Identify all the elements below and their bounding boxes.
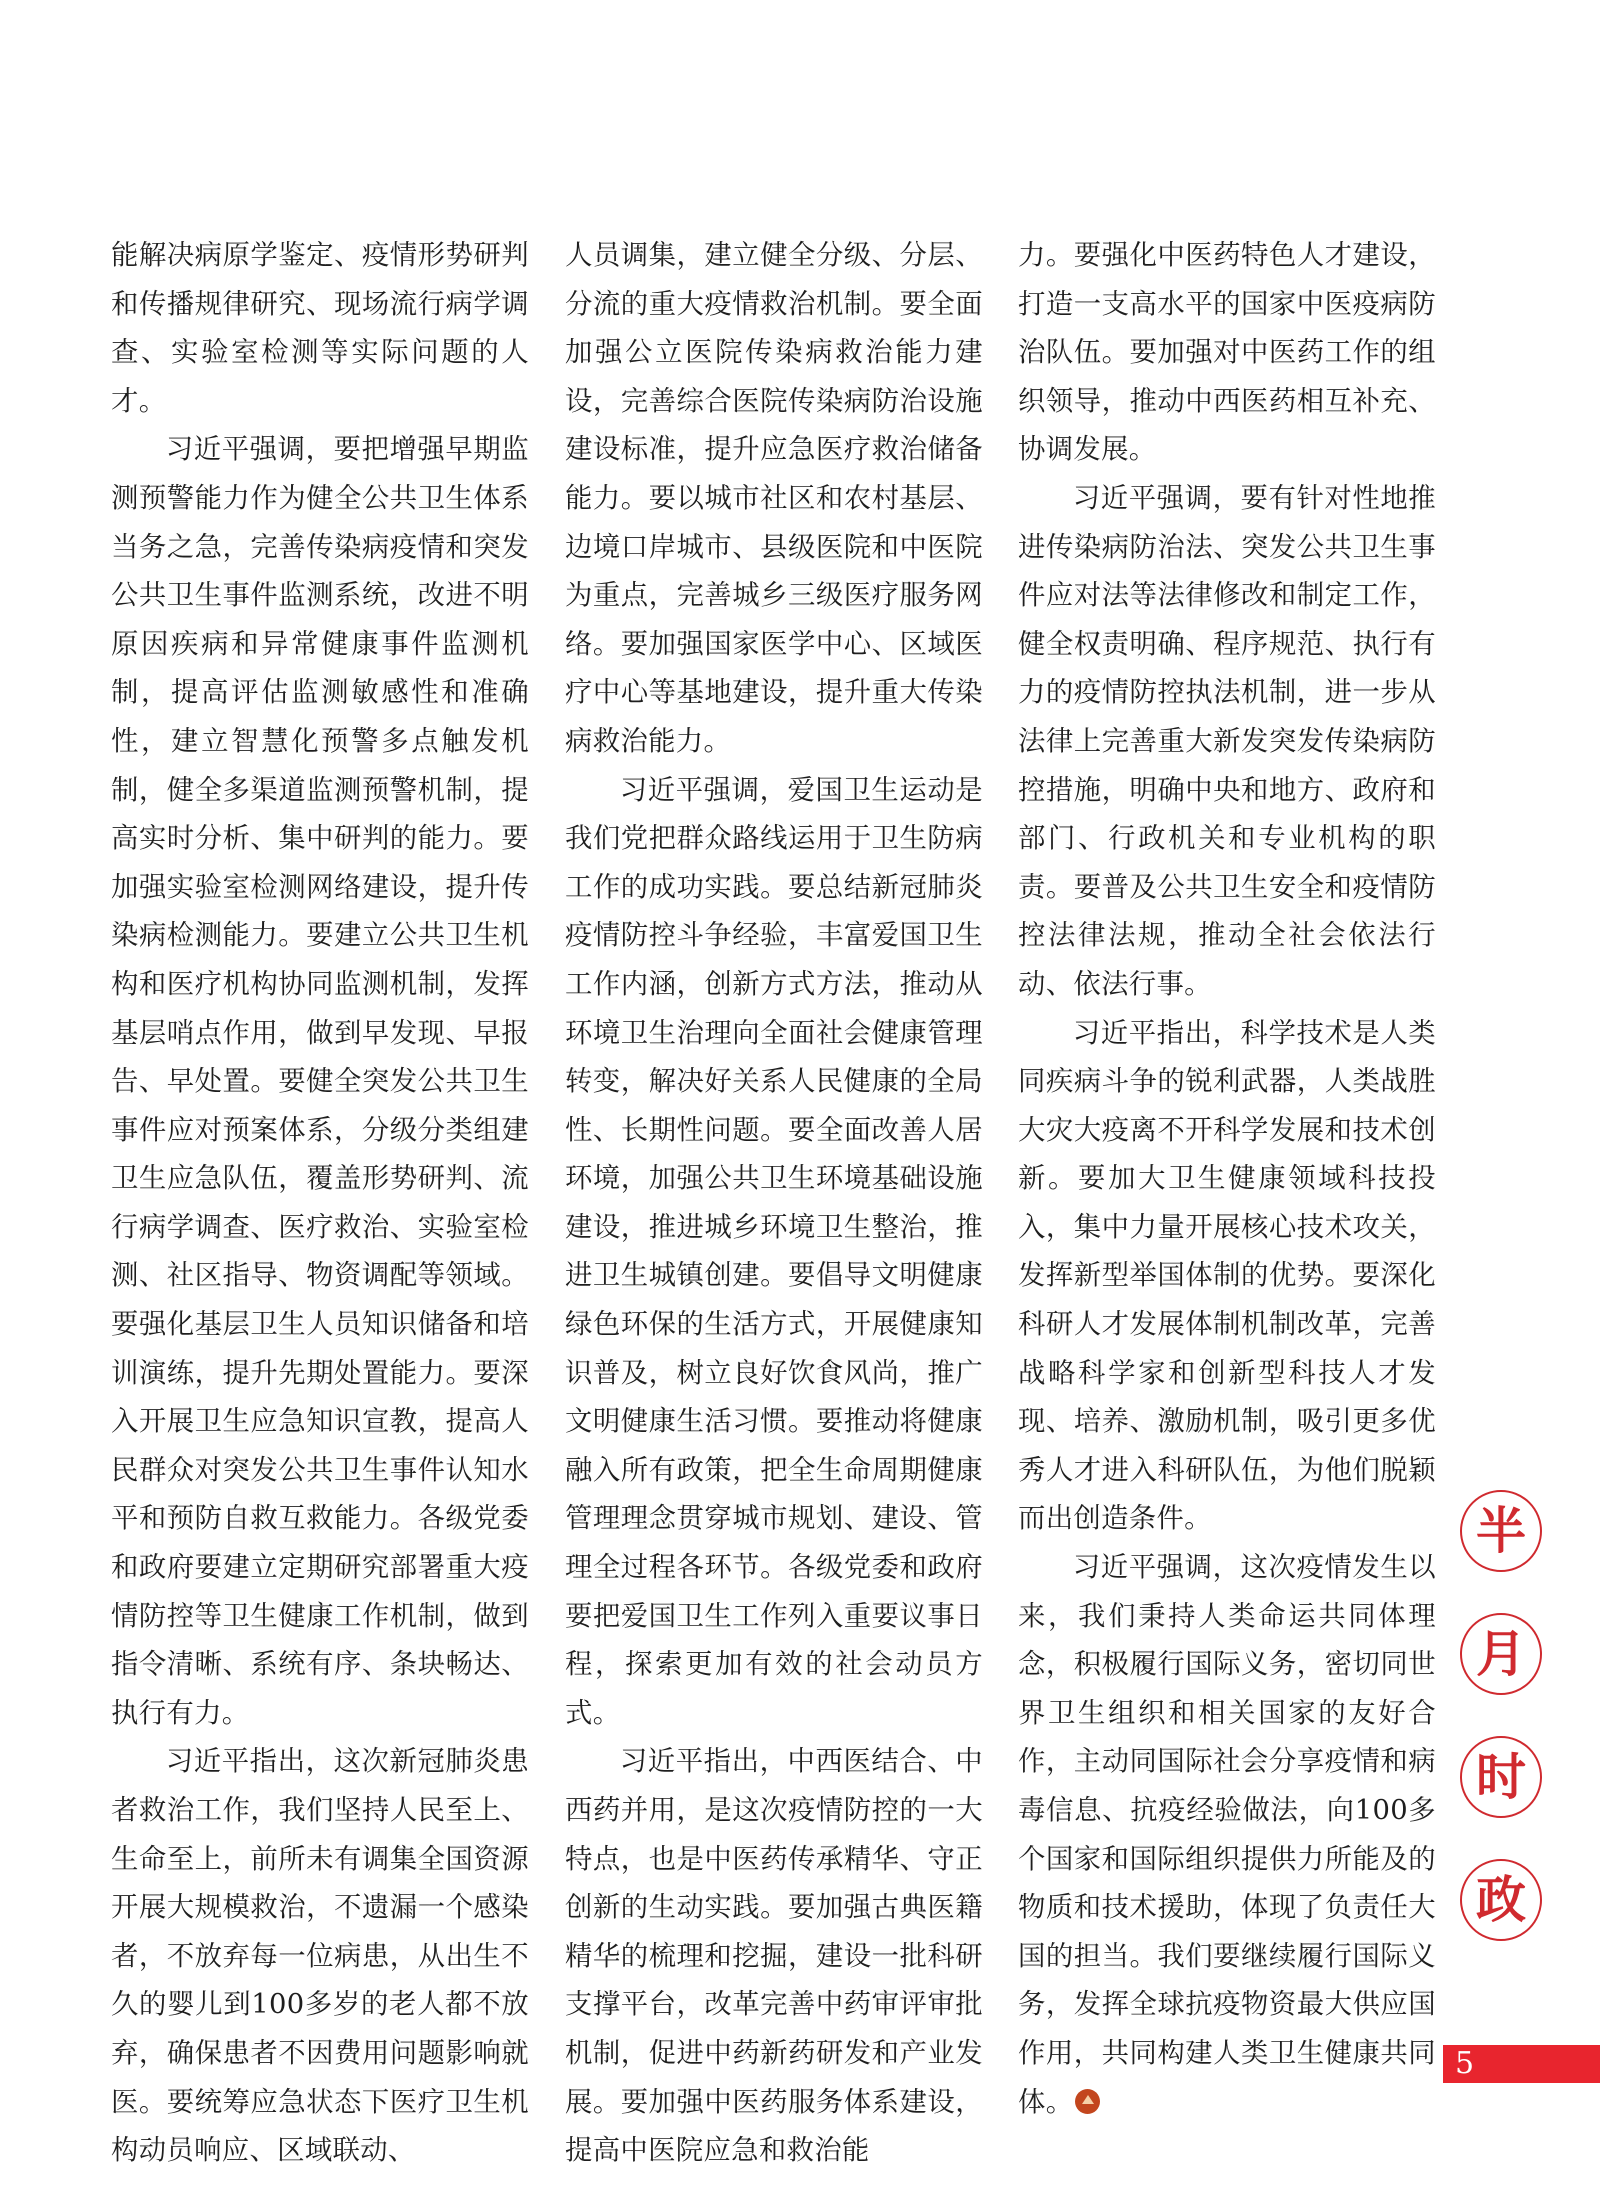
section-badges [1460, 1490, 1544, 1982]
paragraph-text: 习近平强调，这次疫情发生以来，我们秉持人类命运共同体理念，积极履行国际义务，密切同世界卫生组织和相关国家的友好合作，主动同国际社会分享疫情和病毒信息、抗疫经验做法，向100多个国家和国际组织提供力所能及的物质和技术援助，体现了负责任大国的担当。我们要继续履行国际义务，发挥全球抗疫物资最大供应国作用，共同构建人类卫生健康共同体。 [1018, 1552, 1436, 2118]
section-badge: 政 [1460, 1859, 1542, 1941]
paragraph-text: 习近平强调，爱国卫生运动是我们党把群众路线运用于卫生防病工作的成功实践。要总结新冠肺炎疫情防控斗争经验，丰富爱国卫生工作内涵，创新方式方法，推动从环境卫生治理向全面社会健康管理转变，解决好关系人民健康的全局性、长期性问题。要全面改善人居环境，加强公共卫生环境基础设施建设，推进城乡环境卫生整治，推进卫生城镇创建。要倡导文明健康绿色环保的生活方式，开展健康知识普及，树立良好饮食风尚，推广文明健康生活习惯。要推动将健康融入所有政策，把全生命周期健康管理理念贯穿城市规划、建设、管理全过程各环节。各级党委和政府要把爱国卫生工作列入重要议事日程，探索更加有效的社会动员方式。 [565, 774, 983, 1729]
section-badge: 时 [1460, 1736, 1542, 1818]
section-badge: 月 [1460, 1613, 1542, 1695]
paragraph [111, 232, 529, 426]
paragraph-text: 习近平指出，科学技术是人类同疾病斗争的锐利武器，人类战胜大灾大疫离不开科学发展和技术创新。要加大卫生健康领域科技投入，集中力量开展核心技术攻关，发挥新型举国体制的优势。要深化科研人才发展体制机制改革，完善战略科学家和创新型科技人才发现、培养、激励机制，吸引更多优秀人才进入科研队伍，为他们脱颖而出创造条件。 [1018, 1017, 1436, 1535]
section-badge: 半 [1460, 1490, 1542, 1572]
paragraph [111, 1738, 529, 2175]
paragraph-text: 习近平强调，要有针对性地推进传染病防治法、突发公共卫生事件应对法等法律修改和制定工作，健全权责明确、程序规范、执行有力的疫情防控执法机制，进一步从法律上完善重大新发突发传染病防控措施，明确中央和地方、政府和部门、行政机关和专业机构的职责。要普及公共卫生安全和疫情防控法律法规，推动全社会依法行动、依法行事。 [1018, 482, 1436, 1000]
paragraph [1018, 1010, 1436, 1545]
paragraph-text: 力。要强化中医药特色人才建设，打造一支高水平的国家中医疫病防治队伍。要加强对中医药工作的组织领导，推动中西医药相互补充、协调发展。 [1018, 240, 1436, 466]
text-column-1 [111, 232, 529, 2176]
paragraph-text: 习近平指出，这次新冠肺炎患者救治工作，我们坚持人民至上、生命至上，前所未有调集全国资源开展大规模救治，不遗漏一个感染者，不放弃每一位病患，从出生不久的婴儿到100多岁的老人都不放弃，确保患者不因费用问题影响就医。要统筹应急状态下医疗卫生机构动员响应、区域联动、 [111, 1746, 529, 2167]
text-column-2 [565, 232, 983, 2176]
paragraph [1018, 1544, 1436, 2127]
paragraph [565, 767, 983, 1739]
paragraph [1018, 232, 1436, 475]
paragraph-text: 能解决病原学鉴定、疫情形势研判和传播规律研究、现场流行病学调查、实验室检测等实际问题的人才。 [111, 240, 529, 417]
paragraph [565, 232, 983, 767]
paragraph-text: 习近平强调，要把增强早期监测预警能力作为健全公共卫生体系当务之急，完善传染病疫情和突发公共卫生事件监测系统，改进不明原因疾病和异常健康事件监测机制，提高评估监测敏感性和准确性，建立智慧化预警多点触发机制，健全多渠道监测预警机制，提高实时分析、集中研判的能力。要加强实验室检测网络建设，提升传染病检测能力。要建立公共卫生机构和医疗机构协同监测机制，发挥基层哨点作用，做到早发现、早报告、早处置。要健全突发公共卫生事件应对预案体系，分级分类组建卫生应急队伍，覆盖形势研判、流行病学调查、医疗救治、实验室检测、社区指导、物资调配等领域。要强化基层卫生人员知识储备和培训演练，提升先期处置能力。要深入开展卫生应急知识宣教，提高人民群众对突发公共卫生事件认知水平和预防自救互救能力。各级党委和政府要建立定期研究部署重大疫情防控等卫生健康工作机制，做到指令清晰、系统有序、条块畅达、执行有力。 [111, 434, 529, 1729]
paragraph [565, 1738, 983, 2175]
paragraph-text: 人员调集，建立健全分级、分层、分流的重大疫情救治机制。要全面加强公立医院传染病救治能力建设，完善综合医院传染病防治设施建设标准，提升应急医疗救治储备能力。要以城市社区和农村基层、边境口岸城市、县级医院和中医院为重点，完善城乡三级医疗服务网络。要加强国家医学中心、区域医疗中心等基地建设，提升重大传染病救治能力。 [565, 240, 983, 757]
paragraph-text: 习近平指出，中西医结合、中西药并用，是这次疫情防控的一大特点，也是中医药传承精华、守正创新的生动实践。要加强古典医籍精华的梳理和挖掘，建设一批科研支撑平台，改革完善中药审评审批机制，促进中药新药研发和产业发展。要加强中医药服务体系建设，提高中医院应急和救治能 [565, 1746, 983, 2167]
paragraph [111, 426, 529, 1738]
paragraph [1018, 475, 1436, 1010]
page-number-bar [1443, 2045, 1600, 2083]
text-column-3 [1018, 232, 1436, 2127]
page-number: 5 [1455, 2046, 1475, 2081]
article-end-icon [1075, 2089, 1100, 2114]
